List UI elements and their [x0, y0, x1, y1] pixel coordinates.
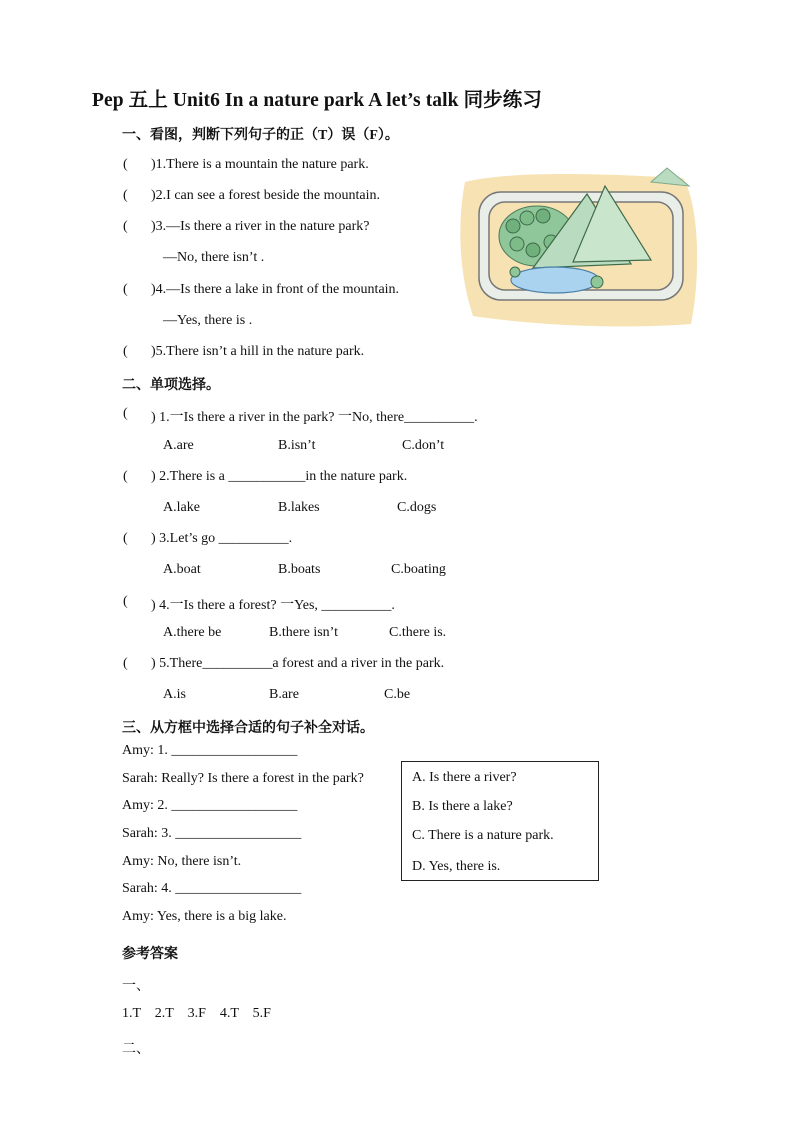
question-1-2: )2.I can see a forest beside the mountain.: [151, 188, 380, 203]
option-c: C.be: [384, 687, 411, 702]
answer-paren-open: (: [123, 531, 128, 546]
question-2-3: ) 3.Let’s go __________.: [151, 531, 293, 546]
section-3-heading: 三、从方框中选择合适的句子补全对话。: [122, 721, 374, 736]
question-2-5: ) 5.There__________a forest and a river in the park.: [151, 656, 445, 671]
tree-icon: [520, 211, 534, 225]
choice-a: A. Is there a river?: [412, 770, 517, 785]
answer-paren-open: (: [123, 656, 128, 671]
answer-paren-open: (: [123, 406, 128, 421]
answer-paren-open: (: [123, 219, 128, 234]
question-1-5: )5.There isn’t a hill in the nature park.: [151, 344, 365, 359]
option-b: B.lakes: [278, 500, 320, 515]
option-b: B.are: [269, 687, 299, 702]
option-a: A.boat: [163, 562, 201, 577]
dialog-line: Sarah: 4. __________________: [122, 881, 302, 896]
dialog-line: Amy: Yes, there is a big lake.: [122, 909, 287, 924]
answer-paren-open: (: [123, 282, 128, 297]
bush-icon: [510, 267, 520, 277]
dialog-line: Sarah: Really? Is there a forest in the park?: [122, 771, 364, 786]
question-2-1: ) 1.一Is there a river in the park? 一No, there__________.: [151, 410, 478, 425]
answer-paren-open: (: [123, 594, 128, 609]
choices-box: [401, 761, 599, 881]
tree-icon: [536, 209, 550, 223]
answers-part-2-label: 二、: [122, 1042, 150, 1057]
dialog-line: Amy: 2. __________________: [122, 798, 298, 813]
answer-paren-open: (: [123, 157, 128, 172]
choice-b: B. Is there a lake?: [412, 799, 513, 814]
answer-paren-open: (: [123, 188, 128, 203]
answers-part-1: 1.T 2.T 3.F 4.T 5.F: [122, 1006, 271, 1021]
option-b: B.boats: [278, 562, 321, 577]
choice-d: D. Yes, there is.: [412, 859, 501, 874]
dialog-line: Sarah: 3. __________________: [122, 826, 302, 841]
tree-icon: [526, 243, 540, 257]
answers-heading: 参考答案: [122, 947, 178, 962]
dialog-line: Amy: No, there isn’t.: [122, 854, 242, 869]
question-2-4: ) 4.一Is there a forest? 一Yes, __________.: [151, 598, 395, 613]
question-1-4: )4.—Is there a lake in front of the mountain.: [151, 282, 400, 297]
question-1-3: )3.—Is there a river in the nature park?: [151, 219, 370, 234]
question-1-1: )1.There is a mountain the nature park.: [151, 157, 369, 172]
tree-icon: [510, 237, 524, 251]
choice-c: C. There is a nature park.: [412, 828, 554, 843]
answer-paren-open: (: [123, 344, 128, 359]
page-title: Pep 五上 Unit6 In a nature park A let’s talk 同步练习: [92, 90, 542, 111]
option-a: A.is: [163, 687, 186, 702]
option-a: A.lake: [163, 500, 200, 515]
section-1-heading: 一、看图，判断下列句子的正（T）误（F）。: [122, 128, 399, 143]
answer-paren-open: (: [123, 469, 128, 484]
nature-park-illustration: [455, 164, 701, 330]
section-2-heading: 二、单项选择。: [122, 378, 220, 393]
option-c: C.don’t: [402, 438, 445, 453]
answers-part-1-label: 一、: [122, 979, 150, 994]
option-b: B.there isn’t: [269, 625, 338, 640]
option-a: A.are: [163, 438, 194, 453]
bush-icon: [591, 276, 603, 288]
lake-icon: [511, 267, 599, 293]
tree-icon: [506, 219, 520, 233]
option-a: A.there be: [163, 625, 222, 640]
option-c: C.boating: [391, 562, 446, 577]
question-2-2: ) 2.There is a ___________in the nature park.: [151, 469, 408, 484]
dialog-line: Amy: 1. __________________: [122, 743, 298, 758]
option-b: B.isn’t: [278, 438, 316, 453]
option-c: C.there is.: [389, 625, 447, 640]
question-1-4-reply: —Yes, there is .: [163, 313, 253, 328]
option-c: C.dogs: [397, 500, 437, 515]
question-1-3-reply: —No, there isn’t .: [163, 250, 265, 265]
